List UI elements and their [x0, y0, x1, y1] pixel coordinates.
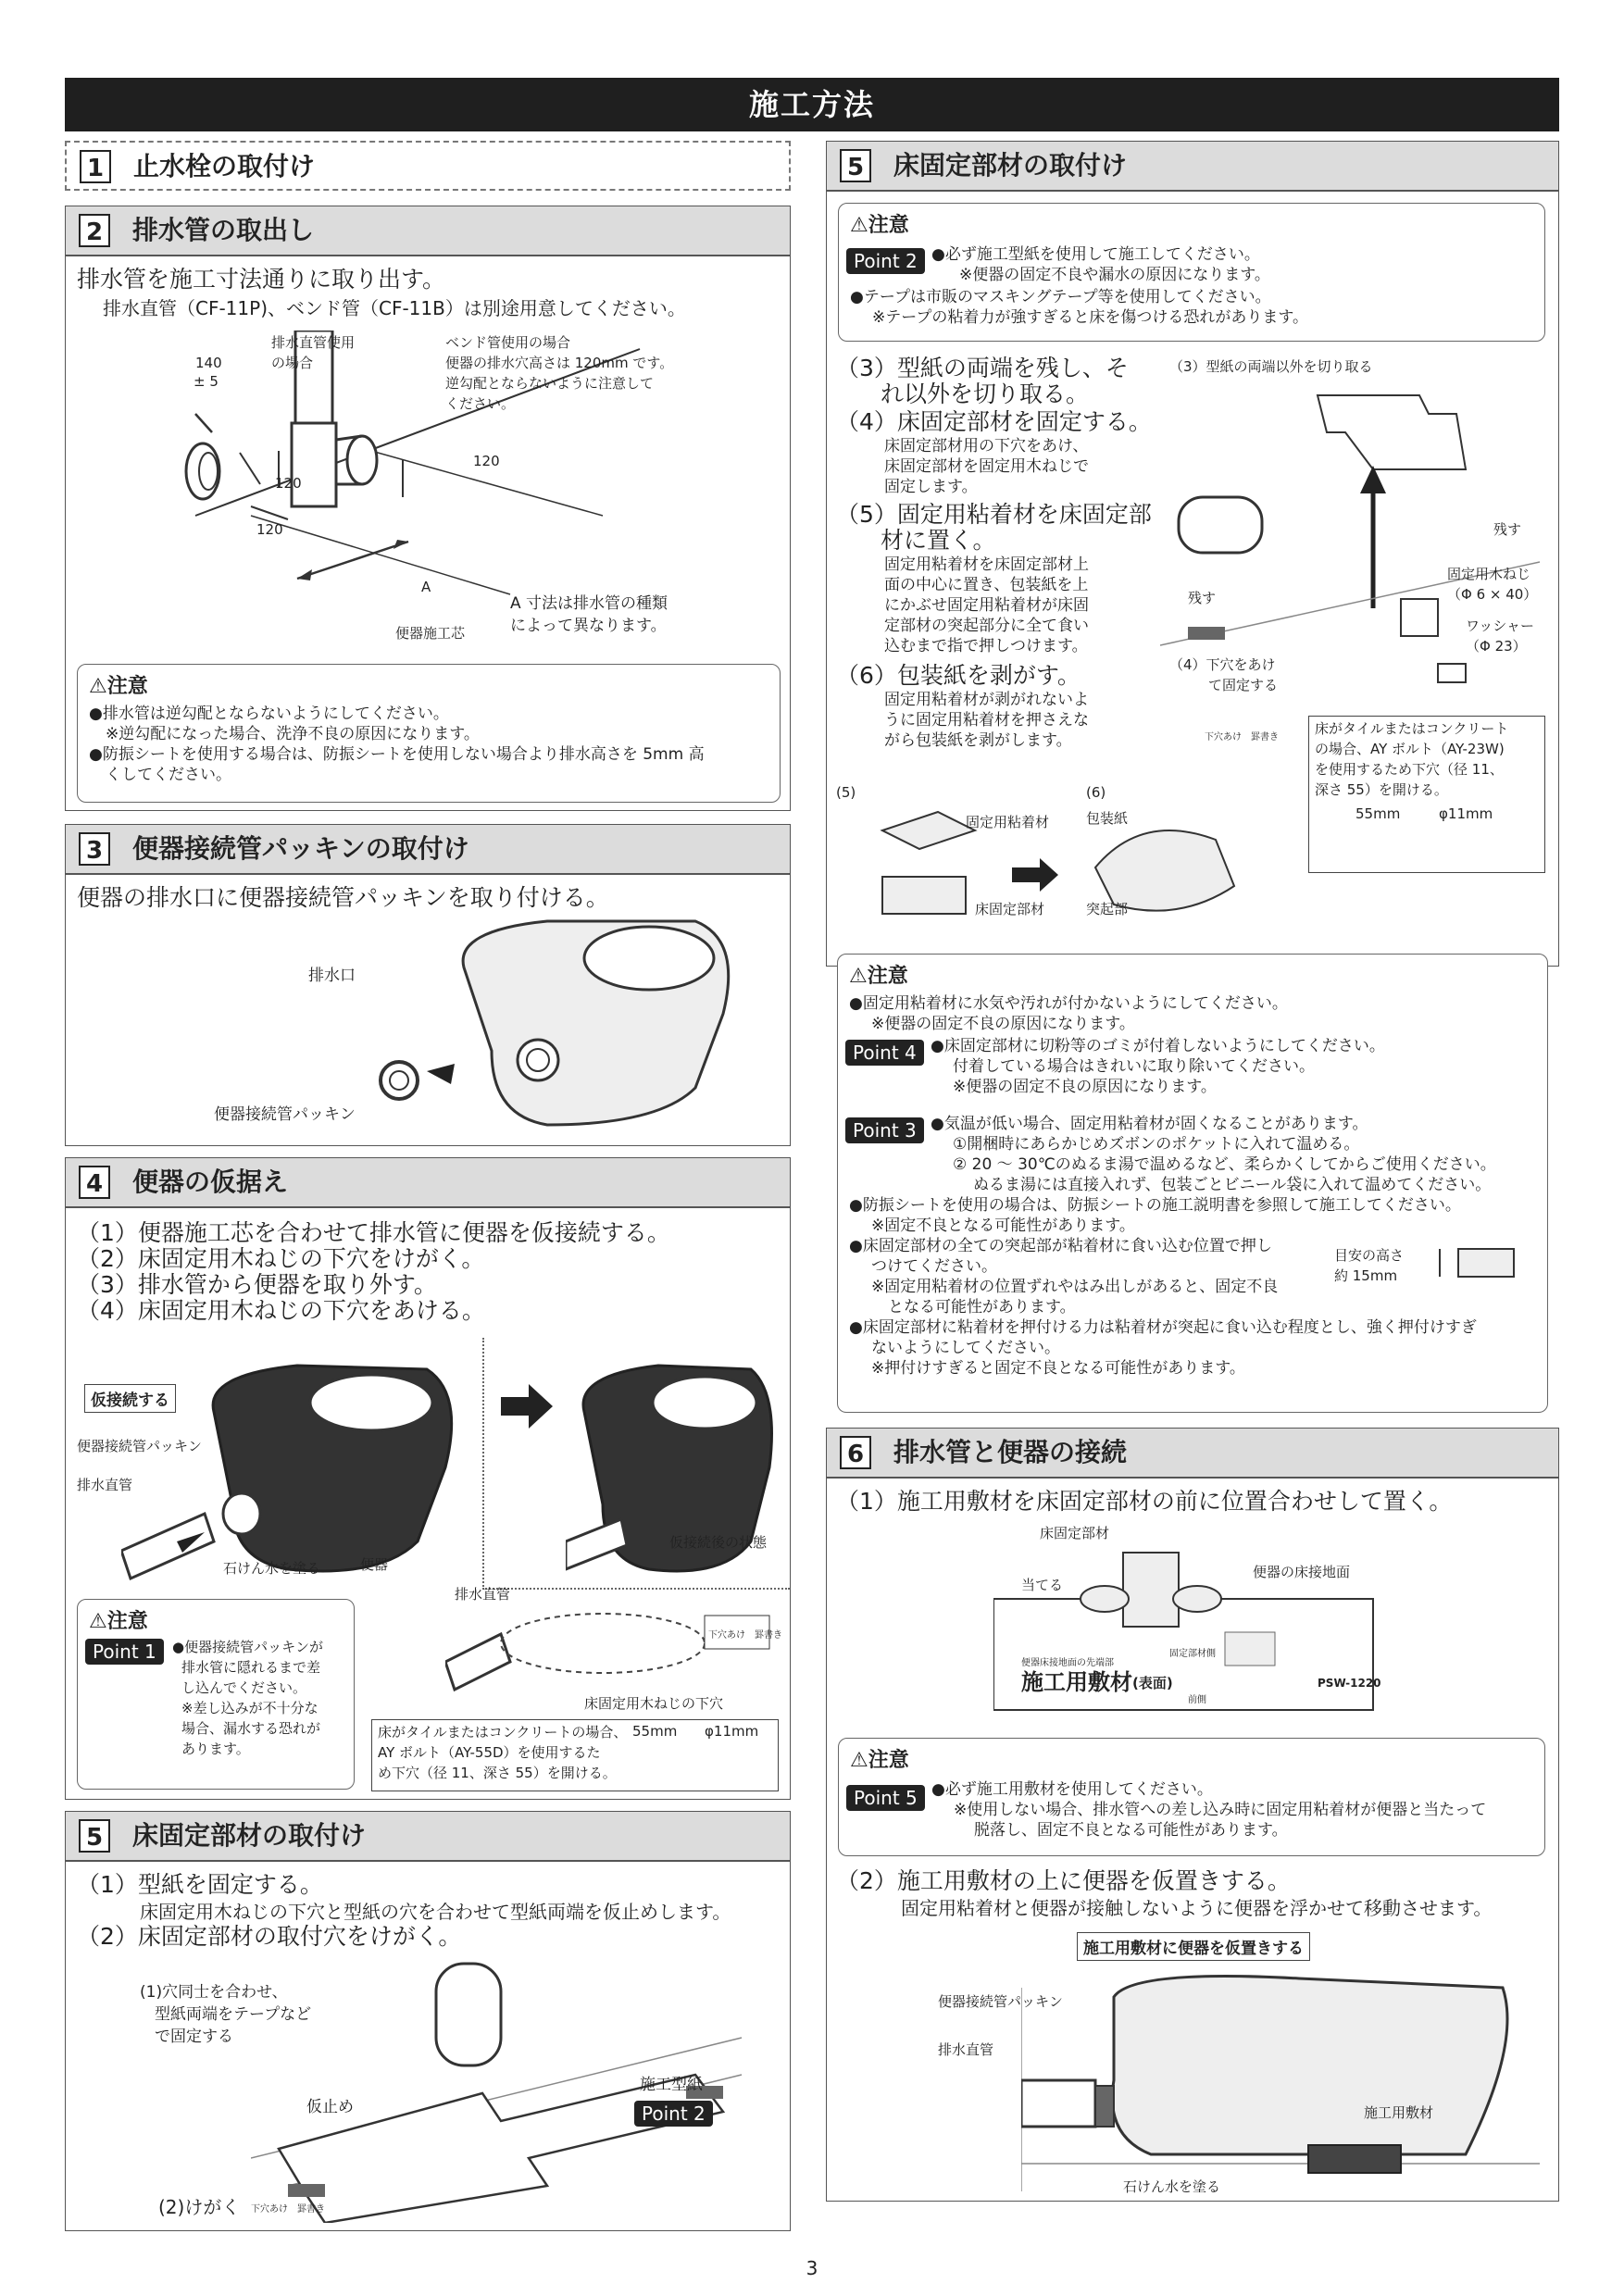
caution-text: ※便器の固定不良の原因になります。 — [953, 1078, 1217, 1096]
step-note: 固定用粘着材が剥がれないよ — [884, 691, 1089, 709]
section-4-header — [65, 1157, 791, 1207]
caution-text: ※逆勾配になった場合、洗浄不良の原因になります。 — [106, 725, 480, 743]
instruction: 便器の排水口に便器接続管パッキンを取り付ける。 — [77, 884, 609, 911]
label: 突起部 — [1086, 901, 1129, 917]
label: 排水直管 — [77, 1477, 133, 1493]
label: 排水直管使用 — [271, 334, 356, 351]
caution-text: ●排水管は逆勾配とならないようにしてください。 — [89, 705, 449, 723]
section-number: 5 — [79, 1819, 110, 1853]
label: 排水直管 — [455, 1586, 511, 1603]
section-2-header — [65, 206, 791, 256]
caution-box — [838, 203, 1545, 342]
step-note: がら包装紙を剥がします。 — [884, 731, 1072, 750]
point-badge: Point 1 — [85, 1639, 164, 1665]
caution-text: ●必ず施工型紙を使用して施工してください。 — [931, 245, 1260, 264]
label: て固定する — [1208, 677, 1279, 693]
step: （1）便器施工芯を合わせて排水管に便器を仮接続する。 — [77, 1219, 670, 1246]
step: れ以外を切り取る。 — [881, 381, 1090, 407]
figure-caption: (5) — [836, 784, 856, 801]
note-text: 深さ 55）を開ける。 — [1315, 781, 1448, 798]
tag-label: 仮接続する — [84, 1384, 176, 1413]
caution-text: ●固定用粘着材に水気や汚れが付かないようにしてください。 — [849, 994, 1288, 1013]
label: 便器の排水穴高さは 120mm です。 — [445, 355, 674, 371]
caution-heading: ⚠注意 — [849, 965, 908, 988]
step-note: 固定用粘着材を床固定部材上 — [884, 555, 1089, 574]
section-title: 床固定部材の取付け — [893, 150, 1128, 181]
caution-text: ●床固定部材の全ての突起部が粘着材に食い込む位置で押し — [849, 1237, 1272, 1255]
label: 固定用木ねじ — [1447, 566, 1531, 582]
label: （Φ 23） — [1466, 638, 1527, 655]
note-text: AY ボルト（AY-55D）を使用するた — [378, 1744, 601, 1761]
dimension-label: 140 — [195, 355, 222, 371]
label: 施工型紙 — [640, 2076, 703, 2094]
page-title: 施工方法 — [65, 78, 1559, 131]
step: （1）施工用敷材を床固定部材の前に位置合わせして置く。 — [836, 1488, 1453, 1515]
label: で固定する — [155, 2028, 233, 2046]
label: 床固定部材 — [1040, 1525, 1110, 1541]
section-2-body — [65, 256, 791, 811]
section-6-header — [826, 1428, 1559, 1478]
dimension-label: 55mm — [632, 1723, 678, 1740]
label: 仮止め — [306, 2098, 354, 2116]
toilet-packing-figure — [436, 912, 751, 1134]
caution-text: ※差し込みが不十分な — [181, 1700, 319, 1716]
caution-text: し込んでください。 — [181, 1679, 307, 1696]
label: 型紙両端をテープなど — [155, 2005, 312, 2024]
caution-text: ※テープの粘着力が強すぎると床を傷つける恐れがあります。 — [872, 308, 1309, 327]
step: （2）床固定部材の取付穴をけがく。 — [77, 1923, 462, 1950]
label: 床固定部材 — [975, 901, 1045, 917]
label: 便器接続管パッキン — [77, 1438, 202, 1454]
label: （Φ 6 × 40） — [1447, 586, 1538, 603]
tool-label: 下穴あけ 罫書き — [708, 1630, 782, 1641]
label: によって異なります。 — [510, 617, 667, 635]
step: （3）型紙の両端を残し、そ — [836, 355, 1129, 381]
toilet-temp-figure — [121, 1356, 473, 1588]
note-text: め下穴（径 11、深さ 55）を開ける。 — [378, 1765, 617, 1781]
tile-note — [1308, 716, 1545, 873]
label: ください。 — [445, 395, 516, 412]
point-badge: Point 3 — [845, 1117, 924, 1143]
step: （1）型紙を固定する。 — [77, 1871, 323, 1898]
section-5-body — [65, 1861, 791, 2231]
step-note: 床固定部材用の下穴をあけ、 — [884, 437, 1089, 455]
dimension-label: 120 — [473, 453, 500, 469]
label: 固定用粘着材 — [966, 814, 1050, 830]
caution-heading: ⚠注意 — [89, 675, 148, 698]
step-note: 床固定部材を固定用木ねじで — [884, 457, 1089, 476]
caution-heading: ⚠注意 — [850, 1749, 909, 1772]
caution-text: ●気温が低い場合、固定用粘着材が固くなることがあります。 — [931, 1115, 1368, 1133]
tool-label: 下穴あけ 罫書き — [251, 2204, 325, 2215]
caution-text: ①開梱時にあらかじめズボンのポケットに入れて温める。 — [953, 1135, 1360, 1154]
caution-text: 付着している場合はきれいに取り除いてください。 — [953, 1057, 1315, 1076]
section-number: 6 — [840, 1436, 871, 1469]
section-6-body — [826, 1478, 1559, 2202]
label: 石けん水を塗る — [223, 1560, 321, 1577]
label: 仮接続後の状態 — [669, 1534, 768, 1551]
section-number: 4 — [79, 1166, 110, 1199]
caution-text: ※固定不良となる可能性があります。 — [871, 1217, 1135, 1235]
step: （6）包装紙を剥がす。 — [836, 662, 1081, 689]
step: （2）施工用敷材の上に便器を仮置きする。 — [836, 1867, 1291, 1894]
caution-text: ●テープは市販のマスキングテープ等を使用してください。 — [850, 288, 1271, 306]
dimension-label: 120 — [275, 475, 302, 492]
caution-text: ●防振シートを使用の場合は、防振シートの施工説明書を参照して施工してください。 — [849, 1196, 1461, 1215]
mat-title: 施工用敷材 — [1021, 1669, 1132, 1695]
caution-text: くしてください。 — [106, 766, 231, 784]
note-text: を使用するため下穴（径 11、 — [1315, 761, 1504, 778]
caution-heading: ⚠注意 — [850, 214, 909, 237]
caution-text: ないようにしてください。 — [871, 1339, 1060, 1357]
caution-text: ●床固定部材に粘着材を押付ける力は粘着材が突起に食い込む程度とし、強く押付けすぎ — [849, 1318, 1477, 1337]
label: (1)穴同士を合わせ、 — [140, 1983, 288, 2002]
step: （4）床固定用木ねじの下穴をあける。 — [77, 1297, 485, 1324]
label: (2)けがく — [158, 2196, 241, 2218]
instruction: 排水管を施工寸法通りに取り出す。 — [77, 266, 446, 293]
label: 残す — [1188, 590, 1217, 606]
step: （4）床固定部材を固定する。 — [836, 408, 1152, 435]
label: 逆勾配とならないように注意して — [445, 375, 655, 392]
caution-text: つけてください。 — [871, 1257, 997, 1276]
section-title: 排水管の取出し — [132, 215, 315, 245]
point-badge: Point 2 — [846, 248, 925, 274]
figure-caption: （3）型紙の両端以外を切り取る — [1169, 358, 1373, 375]
section-title: 排水管と便器の接続 — [893, 1437, 1128, 1467]
point-badge: Point 5 — [846, 1785, 925, 1811]
caution-text: 排水管に隠れるまで差 — [181, 1659, 321, 1676]
dimension-label: ± 5 — [194, 373, 219, 390]
label: A 寸法は排水管の種類 — [510, 594, 668, 613]
label: 約 15mm — [1334, 1267, 1398, 1284]
tool-label: 下穴あけ 罫書き — [1205, 732, 1279, 742]
label: 包装紙 — [1086, 810, 1129, 827]
label: 便器の床接地面 — [1253, 1564, 1351, 1580]
dimension-label: 120 — [256, 521, 283, 538]
caution-text: となる可能性があります。 — [888, 1298, 1076, 1316]
section-5-header — [65, 1811, 791, 1861]
label: 排水直管 — [938, 2041, 994, 2058]
caution-text: ●防振シートを使用する場合は、防振シートを使用しない場合より排水高さを 5mm 高 — [89, 745, 705, 764]
figure-caption: (6) — [1086, 784, 1106, 801]
caution-box — [77, 664, 781, 803]
label: 当てる — [1021, 1577, 1064, 1593]
caution-text: ●床固定部材に切粉等のゴミが付着しないようにしてください。 — [931, 1037, 1385, 1055]
label: ワッシャー — [1466, 618, 1534, 634]
section-title: 床固定部材の取付け — [132, 1820, 367, 1851]
divider — [482, 1338, 790, 1590]
page-number: 3 — [806, 2257, 818, 2279]
section-4-body — [65, 1207, 791, 1800]
mat-sub: (表面) — [1132, 1675, 1173, 1691]
mat-label: 固定部材側 — [1169, 1649, 1216, 1659]
point-badge: Point 2 — [634, 2101, 713, 2127]
section-1-header — [65, 141, 791, 191]
height-figure — [1430, 1230, 1532, 1295]
caution-box — [77, 1599, 355, 1790]
step: （5）固定用粘着材を床固定部 — [836, 501, 1152, 528]
packing-figure — [362, 1051, 473, 1106]
caution-text: ※使用しない場合、排水管への差し込み時に固定用粘着材が便器と当たって — [954, 1801, 1487, 1819]
section-number: 3 — [79, 832, 110, 866]
instruction-note: 排水直管（CF-11P)、ベンド管（CF-11B）は別途用意してください。 — [103, 297, 686, 319]
caution-text: ●便器接続管パッキンが — [172, 1639, 323, 1655]
section-number: 5 — [840, 149, 871, 182]
step-note: うに固定用粘着材を押さえな — [884, 711, 1089, 730]
caution-text: あります。 — [181, 1741, 250, 1757]
label: 便器 — [360, 1556, 389, 1573]
step-note: にかぶせ固定用粘着材が床固 — [884, 596, 1089, 615]
label: の場合 — [271, 355, 314, 371]
label: 便器施工芯 — [395, 625, 466, 642]
step-note: 固定用粘着材と便器が接触しないように便器を浮かせて移動させます。 — [901, 1897, 1493, 1919]
section-5r-body — [826, 191, 1559, 967]
dimension-label: 55mm — [1355, 805, 1401, 822]
caution-text: ※固定用粘着材の位置ずれやはみ出しがあると、固定不良 — [871, 1278, 1279, 1296]
note-text: 床がタイルまたはコンクリートの場合、 — [378, 1724, 628, 1741]
label: 石けん水を塗る — [1123, 2178, 1221, 2195]
label: 排水口 — [308, 967, 356, 985]
caution-heading: ⚠注意 — [89, 1610, 148, 1633]
caution-text: 場合、漏水する恐れが — [181, 1720, 321, 1737]
section-title: 便器接続管パッキンの取付け — [132, 833, 469, 864]
mat-label: 前側 — [1188, 1695, 1206, 1705]
mat-label: 便器床接地面の先端部 — [1021, 1658, 1114, 1668]
step: （2）床固定用木ねじの下穴をけがく。 — [77, 1245, 485, 1272]
label: 便器接続管パッキン — [938, 1993, 1063, 2010]
caution-text: 脱落し、固定不良となる可能性があります。 — [974, 1821, 1288, 1840]
point-badge: Point 4 — [845, 1040, 924, 1066]
tag-label: 施工用敷材に便器を仮置きする — [1077, 1932, 1310, 1961]
toilet-on-mat-figure — [1021, 1969, 1540, 2191]
adhesive-figure — [864, 793, 1299, 932]
caution-text: ※押付けすぎると固定不良となる可能性があります。 — [871, 1359, 1245, 1378]
note-text: 床がタイルまたはコンクリート — [1315, 720, 1509, 737]
label: 施工用敷材 — [1364, 2104, 1434, 2121]
label: 便器接続管パッキン — [214, 1105, 356, 1124]
pipe-hole-figure — [445, 1597, 779, 1699]
step-note: 面の中心に置き、包装紙を上 — [884, 576, 1089, 594]
step: （3）排水管から便器を取り外す。 — [77, 1271, 437, 1298]
section-title: 止水栓の取付け — [133, 151, 316, 181]
step-note: 床固定用木ねじの下穴と型紙の穴を合わせて型紙両端を仮止めします。 — [140, 1901, 731, 1923]
section-3-header — [65, 824, 791, 874]
note-text: の場合、AY ボルト（AY-23W) — [1315, 741, 1505, 757]
step-note: 込むまで指で押しつけます。 — [884, 637, 1088, 655]
label: 目安の高さ — [1334, 1247, 1405, 1264]
dimension-label: A — [421, 579, 431, 595]
caution-text: ※便器の固定不良の原因になります。 — [871, 1015, 1135, 1033]
label: 床固定用木ねじの下穴 — [584, 1695, 724, 1712]
label: 残す — [1493, 521, 1522, 538]
label: ベンド管使用の場合 — [445, 334, 571, 351]
section-title: 便器の仮据え — [132, 1167, 289, 1197]
dimension-label: φ11mm — [705, 1723, 759, 1740]
dimension-label: φ11mm — [1439, 805, 1493, 822]
caution-text: ぬるま湯には直接入れず、包装ごとビニール袋に入れて温めてください。 — [973, 1176, 1492, 1194]
caution-box — [837, 954, 1548, 1413]
step-note: 固定します。 — [884, 478, 978, 496]
step: 材に置く。 — [881, 527, 996, 554]
section-number: 1 — [80, 150, 111, 183]
caution-text: ●必ず施工用敷材を使用してください。 — [931, 1780, 1213, 1799]
caution-text: ※便器の固定不良や漏水の原因になります。 — [959, 266, 1270, 284]
section-number: 2 — [79, 214, 110, 247]
caution-box — [838, 1738, 1545, 1856]
label: （4）下穴をあけ — [1169, 656, 1276, 673]
section-3-body — [65, 874, 791, 1146]
section-5r-header — [826, 141, 1559, 191]
mat-code: PSW-1220 — [1318, 1677, 1381, 1690]
caution-text: ② 20 ～ 30℃のぬるま湯で温めるなど、柔らかくしてからご使用ください。 — [953, 1155, 1496, 1174]
step-note: 定部材の突起部分に全て食い — [884, 617, 1089, 635]
